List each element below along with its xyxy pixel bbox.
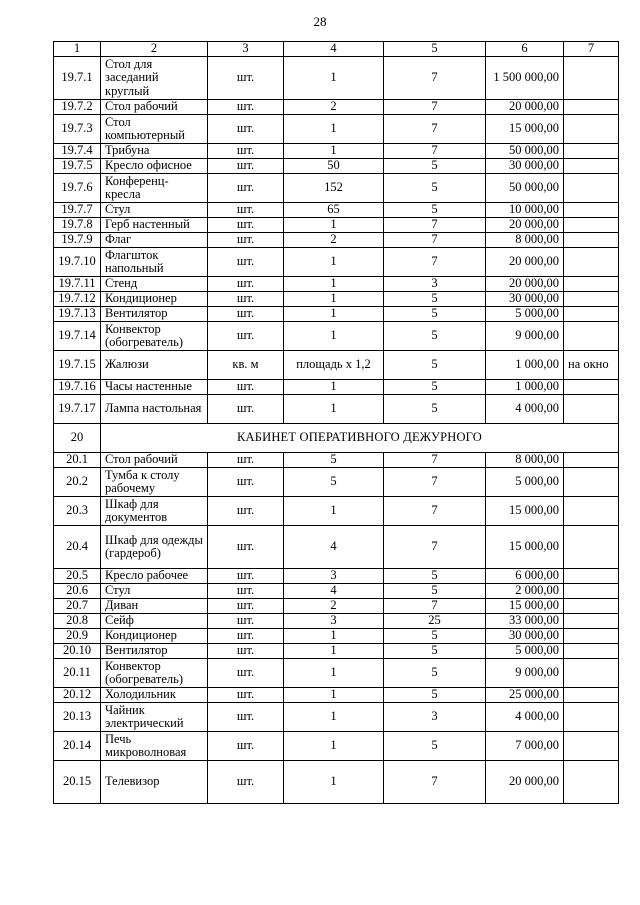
- price-cell: 4 000,00: [486, 703, 564, 732]
- service-years-cell: 7: [384, 233, 486, 248]
- service-years-cell: 5: [384, 629, 486, 644]
- unit-cell: шт.: [208, 307, 284, 322]
- service-years-cell: 5: [384, 584, 486, 599]
- item-number-cell: 20.15: [54, 761, 101, 804]
- table-row: [54, 614, 619, 629]
- price-cell: 8 000,00: [486, 233, 564, 248]
- table-row: [54, 703, 619, 732]
- note-cell: [564, 614, 619, 629]
- item-number-cell: 20.7: [54, 599, 101, 614]
- quantity-cell: 1: [284, 57, 384, 100]
- item-number-cell: 19.7.8: [54, 218, 101, 233]
- note-cell: [564, 203, 619, 218]
- price-cell: 8 000,00: [486, 453, 564, 468]
- item-number-cell: 20.6: [54, 584, 101, 599]
- table-row: [54, 732, 619, 761]
- item-number-cell: 20.3: [54, 497, 101, 526]
- note-cell: [564, 380, 619, 395]
- quantity-cell: 1: [284, 144, 384, 159]
- item-name-cell: Конференц-кресла: [101, 174, 208, 203]
- note-cell: [564, 599, 619, 614]
- item-number-cell: 20.5: [54, 569, 101, 584]
- price-cell: 15 000,00: [486, 497, 564, 526]
- unit-cell: шт.: [208, 614, 284, 629]
- item-number-cell: 19.7.13: [54, 307, 101, 322]
- item-name-cell: Стол компьютерный: [101, 115, 208, 144]
- table-row: [54, 688, 619, 703]
- item-number-cell: 20.8: [54, 614, 101, 629]
- unit-cell: шт.: [208, 100, 284, 115]
- quantity-cell: 1: [284, 395, 384, 424]
- quantity-cell: 2: [284, 233, 384, 248]
- note-cell: [564, 688, 619, 703]
- table-header-row: [54, 42, 619, 57]
- note-cell: [564, 569, 619, 584]
- price-cell: 7 000,00: [486, 732, 564, 761]
- service-years-cell: 5: [384, 174, 486, 203]
- note-cell: [564, 144, 619, 159]
- quantity-cell: 2: [284, 599, 384, 614]
- price-cell: 50 000,00: [486, 144, 564, 159]
- note-cell: [564, 584, 619, 599]
- item-number-cell: 19.7.15: [54, 351, 101, 380]
- service-years-cell: 5: [384, 322, 486, 351]
- quantity-cell: 1: [284, 277, 384, 292]
- quantity-cell: 1: [284, 659, 384, 688]
- unit-cell: шт.: [208, 453, 284, 468]
- note-cell: [564, 395, 619, 424]
- item-number-cell: 20.11: [54, 659, 101, 688]
- quantity-cell: 2: [284, 100, 384, 115]
- table-row: [54, 584, 619, 599]
- item-number-cell: 19.7.4: [54, 144, 101, 159]
- unit-cell: шт.: [208, 629, 284, 644]
- service-years-cell: 5: [384, 159, 486, 174]
- page-number: 28: [313, 14, 327, 29]
- quantity-cell: площадь х 1,2: [284, 351, 384, 380]
- note-cell: [564, 468, 619, 497]
- quantity-cell: 1: [284, 732, 384, 761]
- unit-cell: шт.: [208, 526, 284, 569]
- table-row: [54, 115, 619, 144]
- item-number-cell: 19.7.9: [54, 233, 101, 248]
- table-row: [54, 248, 619, 277]
- header-cell: 7: [564, 42, 619, 57]
- note-cell: [564, 100, 619, 115]
- quantity-cell: 1: [284, 248, 384, 277]
- item-name-cell: Диван: [101, 599, 208, 614]
- table-row: [54, 644, 619, 659]
- table-row: [54, 322, 619, 351]
- unit-cell: шт.: [208, 248, 284, 277]
- service-years-cell: 3: [384, 703, 486, 732]
- service-years-cell: 5: [384, 307, 486, 322]
- service-years-cell: 5: [384, 380, 486, 395]
- item-name-cell: Флаг: [101, 233, 208, 248]
- table-row: [54, 380, 619, 395]
- price-cell: 5 000,00: [486, 644, 564, 659]
- price-cell: 6 000,00: [486, 569, 564, 584]
- item-name-cell: Вентилятор: [101, 644, 208, 659]
- item-number-cell: 19.7.1: [54, 57, 101, 100]
- service-years-cell: 5: [384, 732, 486, 761]
- quantity-cell: 1: [284, 497, 384, 526]
- service-years-cell: 25: [384, 614, 486, 629]
- price-cell: 4 000,00: [486, 395, 564, 424]
- item-name-cell: Телевизор: [101, 761, 208, 804]
- item-number-cell: 20.12: [54, 688, 101, 703]
- item-name-cell: Вентилятор: [101, 307, 208, 322]
- header-cell: 6: [486, 42, 564, 57]
- item-name-cell: Стул: [101, 584, 208, 599]
- note-cell: [564, 761, 619, 804]
- price-cell: 20 000,00: [486, 100, 564, 115]
- service-years-cell: 5: [384, 659, 486, 688]
- service-years-cell: 5: [384, 569, 486, 584]
- quantity-cell: 1: [284, 115, 384, 144]
- equipment-table: [53, 41, 619, 804]
- unit-cell: шт.: [208, 144, 284, 159]
- service-years-cell: 3: [384, 277, 486, 292]
- table-row: [54, 599, 619, 614]
- note-cell: [564, 497, 619, 526]
- item-name-cell: Лампа настольная: [101, 395, 208, 424]
- header-cell: 5: [384, 42, 486, 57]
- table-row: [54, 629, 619, 644]
- price-cell: 15 000,00: [486, 526, 564, 569]
- table-row: [54, 100, 619, 115]
- price-cell: 30 000,00: [486, 159, 564, 174]
- item-name-cell: Холодильник: [101, 688, 208, 703]
- note-cell: [564, 629, 619, 644]
- service-years-cell: 7: [384, 248, 486, 277]
- item-number-cell: 19.7.2: [54, 100, 101, 115]
- unit-cell: шт.: [208, 584, 284, 599]
- item-name-cell: Стол рабочий: [101, 100, 208, 115]
- service-years-cell: 7: [384, 761, 486, 804]
- header-cell: 4: [284, 42, 384, 57]
- quantity-cell: 1: [284, 292, 384, 307]
- table-row: [54, 174, 619, 203]
- item-name-cell: Сейф: [101, 614, 208, 629]
- unit-cell: шт.: [208, 599, 284, 614]
- item-name-cell: Трибуна: [101, 144, 208, 159]
- item-number-cell: 20.9: [54, 629, 101, 644]
- service-years-cell: 7: [384, 218, 486, 233]
- quantity-cell: 1: [284, 307, 384, 322]
- note-cell: [564, 159, 619, 174]
- quantity-cell: 3: [284, 569, 384, 584]
- note-cell: [564, 322, 619, 351]
- note-cell: [564, 292, 619, 307]
- price-cell: 33 000,00: [486, 614, 564, 629]
- table-row: [54, 233, 619, 248]
- item-name-cell: Конвектор (обогреватель): [101, 322, 208, 351]
- unit-cell: шт.: [208, 57, 284, 100]
- note-cell: [564, 644, 619, 659]
- table-row: [54, 292, 619, 307]
- unit-cell: шт.: [208, 569, 284, 584]
- note-cell: [564, 307, 619, 322]
- note-cell: [564, 218, 619, 233]
- item-number-cell: 19.7.17: [54, 395, 101, 424]
- unit-cell: кв. м: [208, 351, 284, 380]
- note-cell: [564, 57, 619, 100]
- note-cell: [564, 115, 619, 144]
- unit-cell: шт.: [208, 644, 284, 659]
- quantity-cell: 1: [284, 644, 384, 659]
- unit-cell: шт.: [208, 322, 284, 351]
- item-number-cell: 19.7.5: [54, 159, 101, 174]
- quantity-cell: 5: [284, 453, 384, 468]
- price-cell: 1 000,00: [486, 380, 564, 395]
- unit-cell: шт.: [208, 277, 284, 292]
- item-name-cell: Кондиционер: [101, 629, 208, 644]
- quantity-cell: 65: [284, 203, 384, 218]
- item-number-cell: 19.7.3: [54, 115, 101, 144]
- unit-cell: шт.: [208, 174, 284, 203]
- unit-cell: шт.: [208, 761, 284, 804]
- quantity-cell: 152: [284, 174, 384, 203]
- unit-cell: шт.: [208, 732, 284, 761]
- item-number-cell: 20.10: [54, 644, 101, 659]
- quantity-cell: 1: [284, 322, 384, 351]
- item-number-cell: 19.7.16: [54, 380, 101, 395]
- unit-cell: шт.: [208, 203, 284, 218]
- service-years-cell: 5: [384, 395, 486, 424]
- unit-cell: шт.: [208, 292, 284, 307]
- item-name-cell: Кресло офисное: [101, 159, 208, 174]
- table-row: [54, 468, 619, 497]
- item-number-cell: 19.7.11: [54, 277, 101, 292]
- note-cell: [564, 453, 619, 468]
- item-name-cell: Чайник электрический: [101, 703, 208, 732]
- note-cell: на окно: [564, 351, 619, 380]
- item-name-cell: Конвектор (обогреватель): [101, 659, 208, 688]
- table-row: [54, 144, 619, 159]
- item-name-cell: Кресло рабочее: [101, 569, 208, 584]
- service-years-cell: 7: [384, 468, 486, 497]
- item-number-cell: 20.2: [54, 468, 101, 497]
- unit-cell: шт.: [208, 395, 284, 424]
- table-row: [54, 453, 619, 468]
- table-row: [54, 659, 619, 688]
- item-name-cell: Жалюзи: [101, 351, 208, 380]
- note-cell: [564, 526, 619, 569]
- price-cell: 9 000,00: [486, 322, 564, 351]
- price-cell: 20 000,00: [486, 277, 564, 292]
- quantity-cell: 1: [284, 380, 384, 395]
- table-row: [54, 57, 619, 100]
- note-cell: [564, 233, 619, 248]
- item-number-cell: 19.7.12: [54, 292, 101, 307]
- table-row: [54, 569, 619, 584]
- unit-cell: шт.: [208, 497, 284, 526]
- item-name-cell: Тумба к столу рабочему: [101, 468, 208, 497]
- section-row: [54, 424, 619, 453]
- unit-cell: шт.: [208, 218, 284, 233]
- service-years-cell: 7: [384, 57, 486, 100]
- table-row: [54, 351, 619, 380]
- price-cell: 5 000,00: [486, 468, 564, 497]
- item-name-cell: Стол рабочий: [101, 453, 208, 468]
- item-number-cell: 19.7.10: [54, 248, 101, 277]
- item-number-cell: 20.13: [54, 703, 101, 732]
- header-cell: 2: [101, 42, 208, 57]
- item-name-cell: Флагшток напольный: [101, 248, 208, 277]
- unit-cell: шт.: [208, 159, 284, 174]
- price-cell: 2 000,00: [486, 584, 564, 599]
- note-cell: [564, 248, 619, 277]
- item-name-cell: Шкаф для документов: [101, 497, 208, 526]
- price-cell: 25 000,00: [486, 688, 564, 703]
- price-cell: 1 000,00: [486, 351, 564, 380]
- table-body: [54, 42, 619, 804]
- price-cell: 9 000,00: [486, 659, 564, 688]
- quantity-cell: 1: [284, 688, 384, 703]
- quantity-cell: 1: [284, 703, 384, 732]
- item-number-cell: 19.7.7: [54, 203, 101, 218]
- quantity-cell: 4: [284, 584, 384, 599]
- note-cell: [564, 174, 619, 203]
- item-number-cell: 20.1: [54, 453, 101, 468]
- note-cell: [564, 659, 619, 688]
- item-name-cell: Стул: [101, 203, 208, 218]
- unit-cell: шт.: [208, 233, 284, 248]
- price-cell: 15 000,00: [486, 599, 564, 614]
- note-cell: [564, 277, 619, 292]
- price-cell: 20 000,00: [486, 761, 564, 804]
- header-cell: 1: [54, 42, 101, 57]
- unit-cell: шт.: [208, 688, 284, 703]
- table-row: [54, 497, 619, 526]
- item-name-cell: Стол для заседаний круглый: [101, 57, 208, 100]
- unit-cell: шт.: [208, 703, 284, 732]
- quantity-cell: 50: [284, 159, 384, 174]
- service-years-cell: 5: [384, 688, 486, 703]
- price-cell: 15 000,00: [486, 115, 564, 144]
- unit-cell: шт.: [208, 115, 284, 144]
- item-number-cell: 20.4: [54, 526, 101, 569]
- table-row: [54, 307, 619, 322]
- table-row: [54, 218, 619, 233]
- service-years-cell: 7: [384, 453, 486, 468]
- service-years-cell: 7: [384, 497, 486, 526]
- service-years-cell: 7: [384, 100, 486, 115]
- note-cell: [564, 703, 619, 732]
- table-row: [54, 526, 619, 569]
- price-cell: 30 000,00: [486, 629, 564, 644]
- price-cell: 20 000,00: [486, 218, 564, 233]
- price-cell: 50 000,00: [486, 174, 564, 203]
- item-name-cell: Стенд: [101, 277, 208, 292]
- service-years-cell: 7: [384, 144, 486, 159]
- unit-cell: шт.: [208, 468, 284, 497]
- item-name-cell: Печь микроволновая: [101, 732, 208, 761]
- price-cell: 30 000,00: [486, 292, 564, 307]
- item-name-cell: Шкаф для одежды (гардероб): [101, 526, 208, 569]
- section-title-cell: КАБИНЕТ ОПЕРАТИВНОГО ДЕЖУРНОГО: [101, 424, 619, 453]
- service-years-cell: 7: [384, 599, 486, 614]
- service-years-cell: 5: [384, 351, 486, 380]
- table-row: [54, 761, 619, 804]
- quantity-cell: 1: [284, 629, 384, 644]
- service-years-cell: 7: [384, 115, 486, 144]
- unit-cell: шт.: [208, 380, 284, 395]
- item-name-cell: Герб настенный: [101, 218, 208, 233]
- item-number-cell: 19.7.14: [54, 322, 101, 351]
- service-years-cell: 5: [384, 203, 486, 218]
- section-number-cell: 20: [54, 424, 101, 453]
- item-name-cell: Часы настенные: [101, 380, 208, 395]
- quantity-cell: 1: [284, 218, 384, 233]
- price-cell: 5 000,00: [486, 307, 564, 322]
- quantity-cell: 1: [284, 761, 384, 804]
- price-cell: 1 500 000,00: [486, 57, 564, 100]
- price-cell: 20 000,00: [486, 248, 564, 277]
- unit-cell: шт.: [208, 659, 284, 688]
- service-years-cell: 7: [384, 526, 486, 569]
- table-row: [54, 159, 619, 174]
- item-number-cell: 20.14: [54, 732, 101, 761]
- quantity-cell: 3: [284, 614, 384, 629]
- header-cell: 3: [208, 42, 284, 57]
- table-row: [54, 203, 619, 218]
- table-row: [54, 395, 619, 424]
- table-row: [54, 277, 619, 292]
- quantity-cell: 4: [284, 526, 384, 569]
- item-name-cell: Кондиционер: [101, 292, 208, 307]
- service-years-cell: 5: [384, 644, 486, 659]
- price-cell: 10 000,00: [486, 203, 564, 218]
- item-number-cell: 19.7.6: [54, 174, 101, 203]
- quantity-cell: 5: [284, 468, 384, 497]
- note-cell: [564, 732, 619, 761]
- service-years-cell: 5: [384, 292, 486, 307]
